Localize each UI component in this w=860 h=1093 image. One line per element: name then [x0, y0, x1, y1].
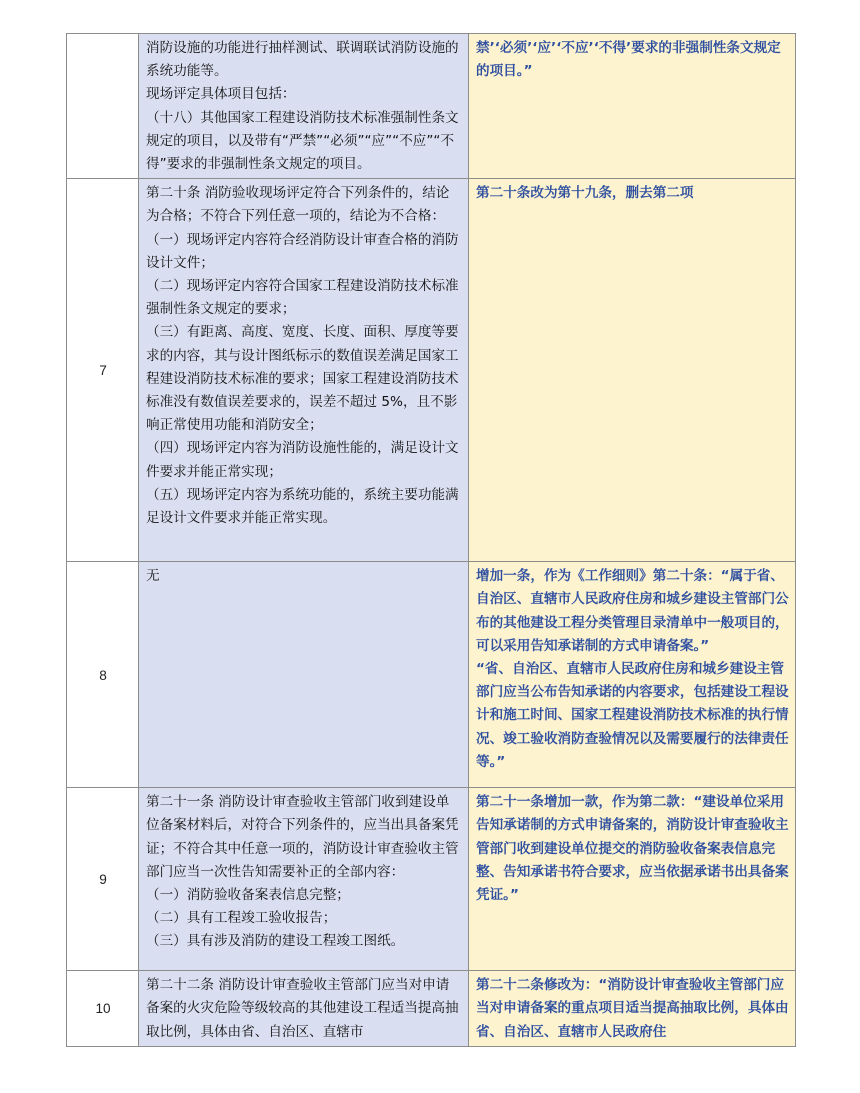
paragraph: 第二十一条 消防设计审查验收主管部门收到建设单位备案材料后，对符合下列条件的，应当出具备案凭证；不符合其中任意一项的，消防设计审查验收主管部门应当一次性告知需要补正的全部内容：	[146, 794, 459, 880]
paragraph: 禁’‘必须’‘应’‘不应’‘不得’要求的非强制性条文规定的项目。”	[476, 40, 781, 80]
original-text-cell	[139, 34, 469, 179]
paragraph: 第二十条 消防验收现场评定符合下列条件的，结论为合格；不符合下列任意一项的，结论为不合格：	[146, 185, 450, 225]
row-number	[67, 34, 139, 179]
paragraph: （二）现场评定内容符合国家工程建设消防技术标准强制性条文规定的要求；	[146, 278, 459, 318]
paragraph: （四）现场评定内容为消防设施性能的，满足设计文件要求并能正常实现；	[146, 440, 459, 480]
row-number: 9	[67, 788, 139, 971]
row-number: 10	[67, 971, 139, 1047]
paragraph: 增加一条，作为《工作细则》第二十条：“属于省、自治区、直辖市人民政府住房和城乡建设主管部门公布的其他建设工程分类管理目录清单中一般项目的，可以采用告知承诺制的方式申请备案。”	[476, 568, 789, 654]
table-row	[67, 971, 796, 1047]
paragraph: （一）消防验收备案表信息完整；	[146, 887, 350, 904]
revision-text-cell	[469, 971, 796, 1047]
original-text-cell	[139, 562, 469, 788]
original-text-cell	[139, 788, 469, 971]
revision-text-cell	[469, 179, 796, 562]
row-number: 8	[67, 562, 139, 788]
paragraph: （十八）其他国家工程建设消防技术标准强制性条文规定的项目，以及带有“严禁”“必须”“应”“不应”“不得”要求的非强制性条文规定的项目。	[146, 109, 459, 173]
table-row	[67, 788, 796, 971]
paragraph: （三）有距离、高度、宽度、长度、面积、厚度等要求的内容，其与设计图纸标示的数值误差满足国家工程建设消防技术标准的要求；国家工程建设消防技术标准没有数值误差要求的，误差不超过 5%，且不影响正常使用功能和消防安全；	[146, 324, 459, 434]
paragraph: （三）具有涉及消防的建设工程竣工图纸。	[146, 933, 405, 950]
paragraph: 第二十一条增加一款，作为第二款：“建设单位采用告知承诺制的方式申请备案的，消防设计审查验收主管部门收到建设单位提交的消防验收备案表信息完整、告知承诺书符合要求，应当依据承诺书出具备案凭证。”	[476, 794, 789, 904]
paragraph: 第二十二条修改为：“消防设计审查验收主管部门应当对申请备案的重点项目适当提高抽取比例，具体由省、自治区、直辖市人民政府住	[476, 977, 789, 1040]
revision-text-cell	[469, 788, 796, 971]
paragraph: （二）具有工程竣工验收报告；	[146, 910, 337, 927]
paragraph: 现场评定具体项目包括：	[146, 86, 296, 103]
paragraph: 第二十条改为第十九条，删去第二项	[476, 185, 694, 202]
table-row	[67, 34, 796, 179]
paragraph: 消防设施的功能进行抽样测试、联调联试消防设施的系统功能等。	[146, 40, 459, 80]
table-row	[67, 179, 796, 562]
original-text-cell	[139, 971, 469, 1047]
paragraph: “省、自治区、直辖市人民政府住房和城乡建设主管部门应当公布告知承诺的内容要求，包括建设工程设计和施工时间、国家工程建设消防技术标准的执行情况、竣工验收消防查验情况以及需要履行的法律责任等。”	[476, 661, 789, 770]
comparison-table	[66, 33, 796, 1047]
paragraph: （一）现场评定内容符合经消防设计审查合格的消防设计文件；	[146, 231, 459, 271]
original-text-cell	[139, 179, 469, 562]
revision-text-cell	[469, 562, 796, 788]
revision-text-cell	[469, 34, 796, 179]
table-row	[67, 562, 796, 788]
row-number: 7	[67, 179, 139, 562]
paragraph: 无	[146, 568, 160, 585]
paragraph: （五）现场评定内容为系统功能的，系统主要功能满足设计文件要求并能正常实现。	[146, 486, 459, 527]
paragraph: 第二十二条 消防设计审查验收主管部门应当对申请备案的火灾危险等级较高的其他建设工程适当提高抽取比例，具体由省、自治区、直辖市	[146, 977, 459, 1040]
